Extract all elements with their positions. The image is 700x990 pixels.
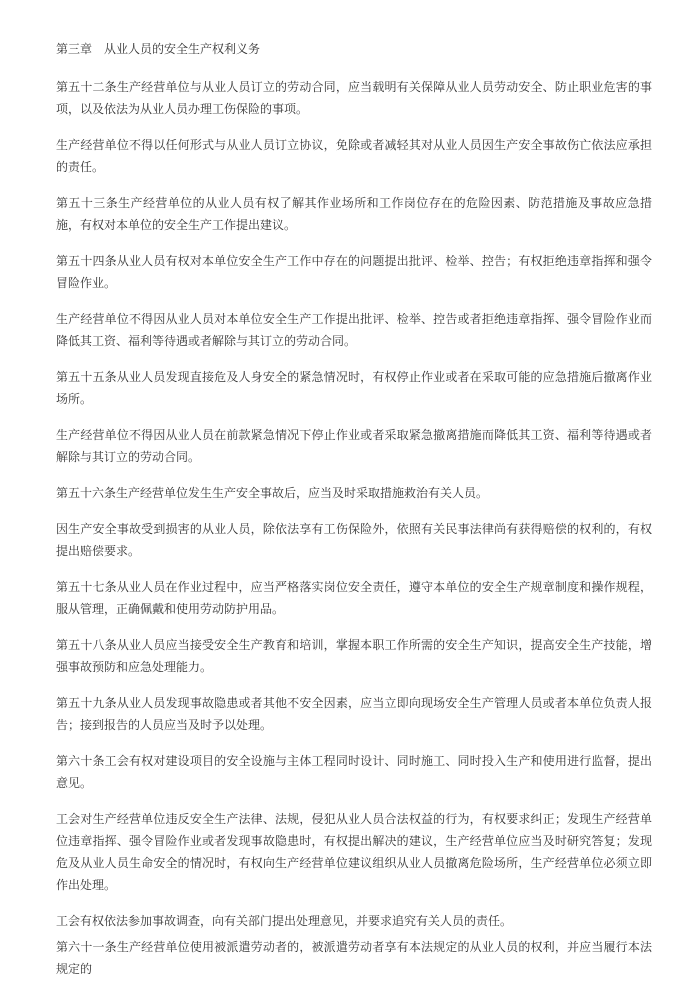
paragraph-56-2: 因生产安全事故受到损害的从业人员，除依法享有工伤保险外，依照有关民事法律尚有获得赔偿的权利的，有权提出赔偿要求。: [56, 522, 652, 558]
document-body: [56, 38, 652, 946]
paragraph-58: 第五十八条从业人员应当接受安全生产教育和培训，掌握本职工作所需的安全生产知识，提高安全生产技能，增强事故预防和应急处理能力。: [56, 638, 652, 674]
paragraph-52: 第五十二条生产经营单位与从业人员订立的劳动合同，应当载明有关保障从业人员劳动安全、防止职业危害的事项，以及依法为从业人员办理工伤保险的事项。: [56, 80, 652, 116]
paragraph-56: 第五十六条生产经营单位发生生产安全事故后，应当及时采取措施救治有关人员。: [56, 486, 489, 500]
paragraph-55: 第五十五条从业人员发现直接危及人身安全的紧急情况时，有权停止作业或者在采取可能的应急措施后撤离作业场所。: [56, 370, 652, 406]
paragraph-59: 第五十九条从业人员发现事故隐患或者其他不安全因素，应当立即向现场安全生产管理人员或者本单位负责人报告；接到报告的人员应当及时予以处理。: [56, 696, 652, 732]
paragraph-52-2: 生产经营单位不得以任何形式与从业人员订立协议，免除或者减轻其对从业人员因生产安全事故伤亡依法应承担的责任。: [56, 138, 652, 174]
paragraph-57: 第五十七条从业人员在作业过程中，应当严格落实岗位安全责任，遵守本单位的安全生产规章制度和操作规程，服从管理，正确佩戴和使用劳动防护用品。: [56, 580, 652, 616]
paragraph-61-partial: 第六十一条生产经营单位使用被派遣劳动者的，被派遣劳动者享有本法规定的从业人员的权利，并应当履行本法规定的: [56, 940, 652, 976]
chapter-heading: 第三章 从业人员的安全生产权利义务: [56, 42, 261, 56]
paragraph-54: 第五十四条从业人员有权对本单位安全生产工作中存在的问题提出批评、检举、控告；有权拒绝违章指挥和强令冒险作业。: [56, 254, 652, 290]
paragraph-54-2: 生产经营单位不得因从业人员对本单位安全生产工作提出批评、检举、控告或者拒绝违章指挥、强令冒险作业而降低其工资、福利等待遇或者解除与其订立的劳动合同。: [56, 312, 652, 348]
paragraph-60-2: 工会对生产经营单位违反安全生产法律、法规，侵犯从业人员合法权益的行为，有权要求纠正；发现生产经营单位违章指挥、强令冒险作业或者发现事故隐患时，有权提出解决的建议，生产经营单位应当及时研究答复；发现危及从业人员生命安全的情况时，有权向生产经营单位建议组织从业人员撤离危险场所，生产经营单位必须立即作出处理。: [56, 812, 652, 892]
paragraph-55-2: 生产经营单位不得因从业人员在前款紧急情况下停止作业或者采取紧急撤离措施而降低其工资、福利等待遇或者解除与其订立的劳动合同。: [56, 428, 652, 464]
paragraph-60-3: 工会有权依法参加事故调查，向有关部门提出处理意见，并要求追究有关人员的责任。: [56, 914, 513, 928]
paragraph-60: 第六十条工会有权对建设项目的安全设施与主体工程同时设计、同时施工、同时投入生产和使用进行监督，提出意见。: [56, 754, 652, 790]
paragraph-53: 第五十三条生产经营单位的从业人员有权了解其作业场所和工作岗位存在的危险因素、防范措施及事故应急措施，有权对本单位的安全生产工作提出建议。: [56, 196, 652, 232]
cutoff-line: [56, 940, 652, 976]
